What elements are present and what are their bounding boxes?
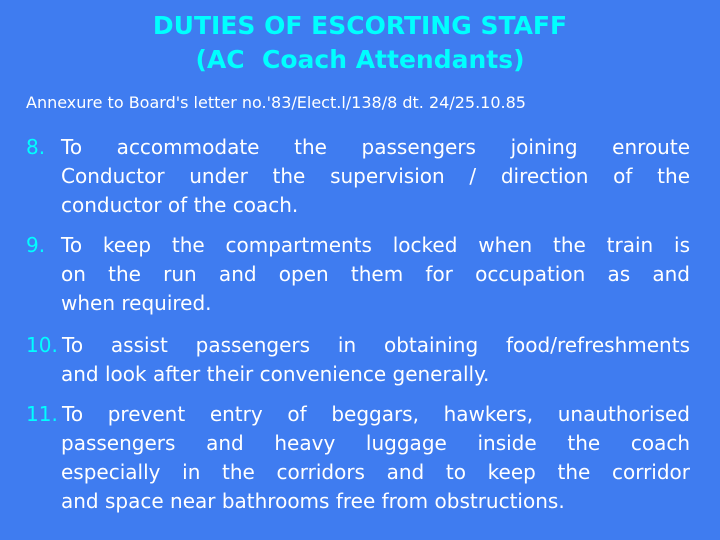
duty-text-line: conductor of the coach. (61, 193, 299, 217)
duty-text-line: To prevent entry of beggars, hawkers, unauthorised (62, 402, 690, 426)
annexure-reference: Annexure to Board's letter no.'83/Elect.l/138/8 dt. 24/25.10.85 (26, 93, 526, 112)
duty-text-line: on the run and open them for occupation as and (61, 262, 690, 286)
duty-number: 10. (26, 333, 58, 357)
duty-text-line: and look after their convenience generally. (61, 362, 490, 386)
duty-item-9 (26, 231, 690, 318)
duty-text-line: To keep the compartments locked when the train is (61, 233, 690, 257)
slide-title-line-2: (AC Coach Attendants) (195, 45, 525, 74)
duty-number: 9. (26, 233, 46, 257)
duty-item-11 (26, 400, 690, 516)
duty-item-10 (26, 331, 690, 389)
duty-number: 11. (26, 402, 58, 426)
duty-text-line: and space near bathrooms free from obstructions. (61, 489, 565, 513)
duty-text-line: when required. (61, 291, 212, 315)
duty-text-line: To assist passengers in obtaining food/refreshments (62, 333, 690, 357)
duty-text-line: To accommodate the passengers joining enroute (61, 135, 690, 159)
duty-item-8 (26, 133, 690, 220)
duty-number: 8. (26, 135, 46, 159)
duty-text-line: Conductor under the supervision / direction of the (61, 164, 690, 188)
duty-text-line: especially in the corridors and to keep the corridor (61, 460, 690, 484)
slide-title-line-1: DUTIES OF ESCORTING STAFF (152, 11, 568, 40)
duty-text-line: passengers and heavy luggage inside the coach (61, 431, 690, 455)
